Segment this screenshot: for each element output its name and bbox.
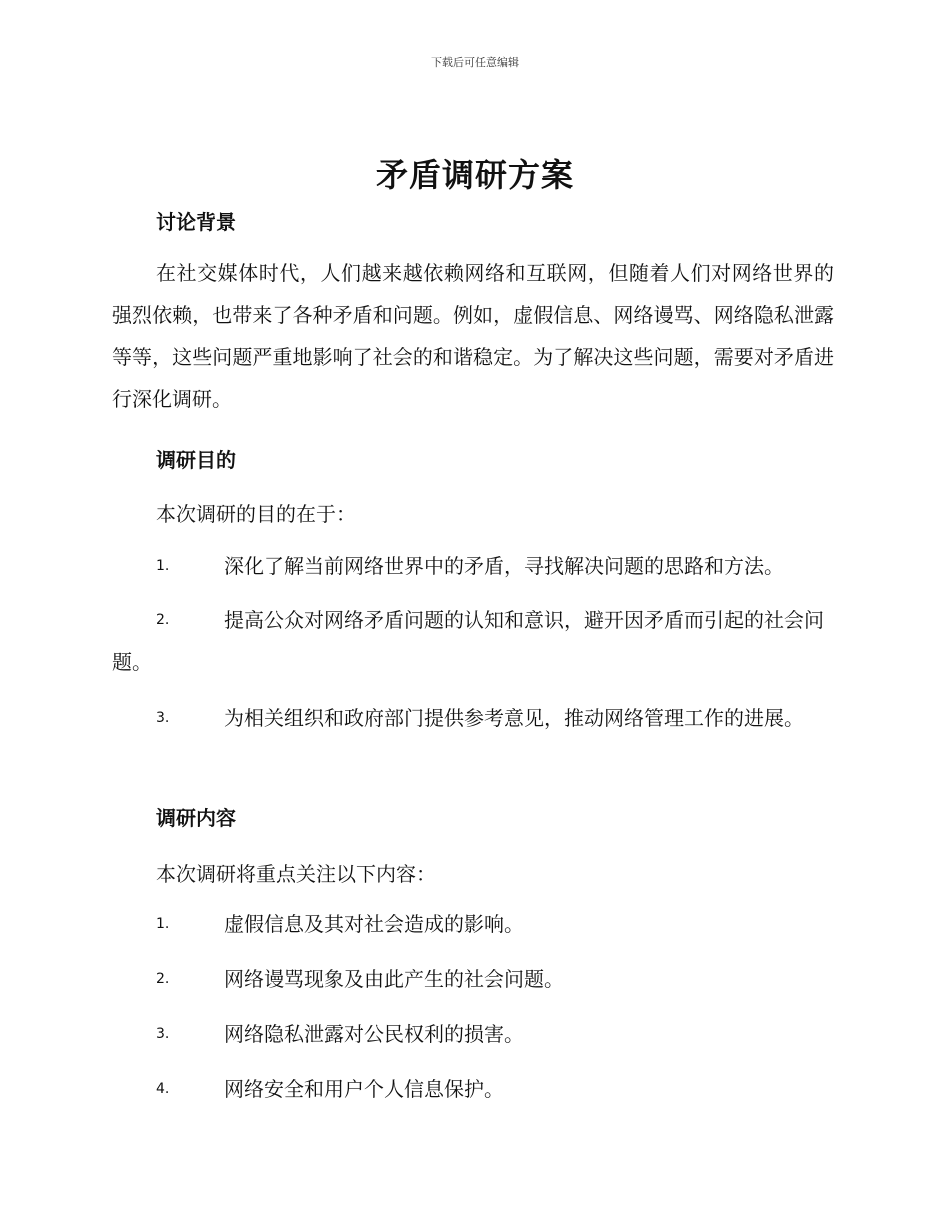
section-heading-content: 调研内容	[156, 806, 236, 830]
section-heading-background: 讨论背景	[156, 210, 236, 234]
content-intro: 本次调研将重点关注以下内容：	[156, 862, 436, 886]
list-number: 2.	[156, 612, 170, 628]
list-number: 3.	[156, 1026, 170, 1042]
list-number: 3.	[156, 710, 170, 726]
content-list-item	[112, 903, 834, 945]
purpose-list-item	[112, 599, 834, 683]
content-list-item	[112, 1013, 834, 1055]
page-header-note: 下载后可任意编辑	[431, 56, 519, 69]
purpose-list-item	[112, 545, 834, 587]
list-number: 4.	[156, 1081, 170, 1097]
list-text: 网络隐私泄露对公民权利的损害。	[224, 1022, 524, 1046]
list-text: 网络谩骂现象及由此产生的社会问题。	[224, 967, 564, 991]
section-heading-purpose: 调研目的	[156, 448, 236, 472]
list-text: 提高公众对网络矛盾问题的认知和意识，避开因矛盾而引起的社会问题。	[112, 608, 824, 674]
content-list-item	[112, 958, 834, 1000]
content-list-item	[112, 1068, 834, 1110]
list-text: 为相关组织和政府部门提供参考意见，推动网络管理工作的进展。	[224, 706, 804, 730]
purpose-list-item	[112, 697, 834, 739]
list-number: 1.	[156, 558, 170, 574]
background-paragraph: 在社交媒体时代，人们越来越依赖网络和互联网，但随着人们对网络世界的强烈依赖，也带来了各种矛盾和问题。例如，虚假信息、网络谩骂、网络隐私泄露等等，这些问题严重地影响了社会的和谐稳定。为了解决这些问题，需要对矛盾进行深化调研。	[112, 261, 834, 411]
list-text: 网络安全和用户个人信息保护。	[224, 1077, 504, 1101]
document-title: 矛盾调研方案	[375, 156, 574, 194]
list-number: 1.	[156, 916, 170, 932]
purpose-intro: 本次调研的目的在于：	[156, 502, 356, 526]
list-text: 虚假信息及其对社会造成的影响。	[224, 912, 524, 936]
list-number: 2.	[156, 971, 170, 987]
list-text: 深化了解当前网络世界中的矛盾，寻找解决问题的思路和方法。	[224, 554, 784, 578]
